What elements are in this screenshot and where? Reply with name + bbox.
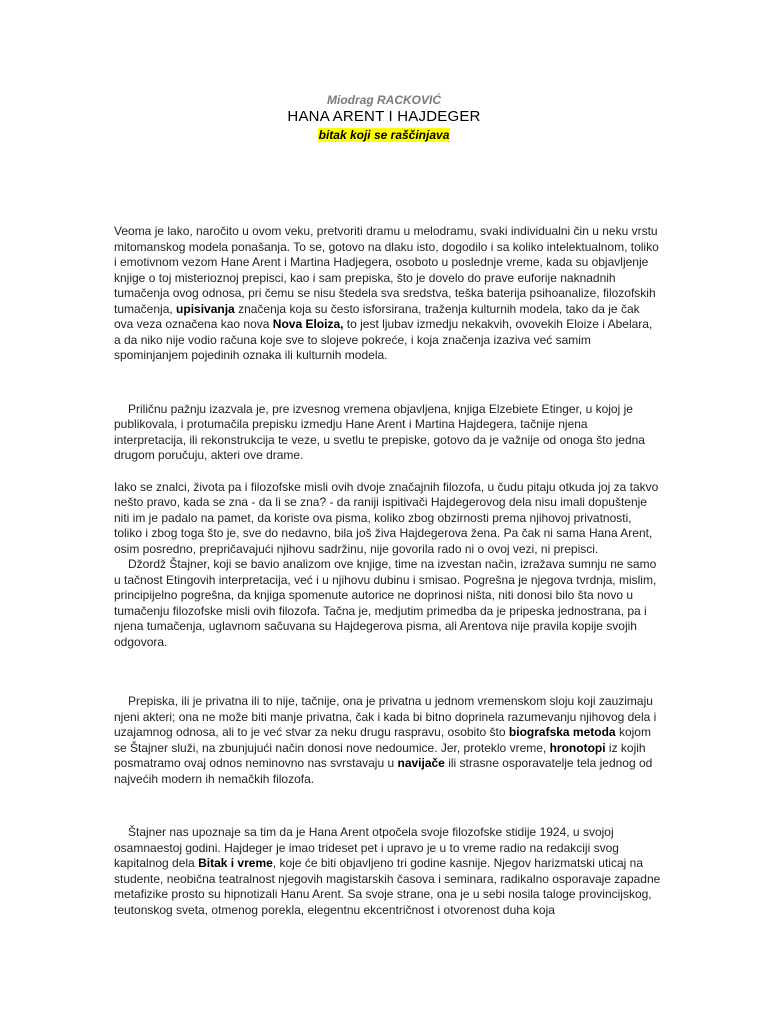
paragraph-spacer <box>114 650 662 694</box>
paragraph-intro <box>114 224 662 364</box>
text-run: kojom se Štajner služi, na zbunjujući način donosi nove nedoumice. Jer, proteklo vreme, <box>114 725 651 755</box>
bold-term-navijace: navijače <box>397 756 445 770</box>
bold-term-hronotopi: hronotopi <box>549 740 606 755</box>
paragraph-znalci: Iako se znalci, života pa i filozofske misli ovih dvoje značajnih filozofa, u čudu pitaju otkuda joj za takvo nešto pravo, kada se zna - da li se zna? - da raniji ispitivači Hajdegerovog dela nisu imali dopuštenje niti im je padalo na pamet, da koriste ova pisma, koliko zbog obzirnosti prema njihovoj privatnosti, toliko i zbog toga što je, sve do nedavno, bila još živa Hajdegerova žena. Pa čak ni sama Hana Arent, osim posredno, prepričavajući njihovu sadržinu, nije govorila rado ni o ovoj vezi, ni prepisci. <box>114 479 659 556</box>
text-run: , koje će biti objavljeno tri godine kasnije. Njegov harizmatski uticaj na studente, neobična teatralnost njegovih magistarskih časova i seminara, radikalno osporavaje zapadne metafizike prosto su hipnotizali Hanu Arent. Sa svoje strane, ona je u sebi nosila taloge provincijskog, teutonskog sveta, otmenog porekla, elegentnu ekcentričnost i otvorenost duha koja <box>114 856 661 917</box>
text-run: Štajner nas upoznaje sa tim da je Hana Arent otpočela svoje filozofske stidije 1924, u svojoj osamnaestoj godini. Hajdeger je imao trideset pet i upravo je u to vreme radio na redakciji svog kapitalnog dela <box>114 825 619 870</box>
article-body <box>114 224 662 918</box>
text-run: Prepiska, ili je privatna ili to nije, tačnije, ona je privatna u jednom vremenskom sloju koji zauzimaju njeni akteri; ona ne može biti manje privatna, čak i kada bi bitno doprinela razumevanju njihovog dela i uzajamnog odnosa, ali to je već stvar za neku drugu raspravu, osobito što <box>114 694 657 739</box>
text-run: to jest ljubav izmedju nekakvih, ovovekih Eloize i Abelara, a da niko nije vodio računa koje sve to slojeve pokreće, i koja značenja izaziva već samim spominjanjem pojedinih oznaka ili kulturnih modela. <box>114 317 653 362</box>
text-run: značenja koja su često isforsirana, traženja kulturnih modela, tako da je čak ova veza označena kao nova <box>114 301 640 331</box>
article-header <box>0 92 768 143</box>
text-run: Veoma je lako, naročito u ovom veku, pretvoriti dramu u melodramu, svaki individualni čin u neku vrstu mitomanskog modela ponašanja. To se, gotovo na dlaku isto, dogodilo i sa koliko intelektualnom, toliko i emotivnom vezom Hane Arent i Martina Hadjegera, osoboto u poslednje vreme, kada su objavljenje knjige o toj misterioznoj prepisci, kao i sam prepiska, što je dovelo do prave euforije naknadnih tumačenja ovog odnosa, pri čemu se nisu štedela sva sredstva, teška baterija psihoanalize, filozofskih tumačenja, <box>114 224 659 316</box>
text-run: ili strasne osporavatelje tela jednog od najvećih modern ih nemačkih filozofa. <box>114 756 653 786</box>
bold-term-nova-eloiza: Nova Eloiza, <box>272 317 344 331</box>
paragraph-prepiska <box>114 694 662 787</box>
subtitle-line <box>0 127 768 143</box>
bold-term-biografska-metoda: biografska metoda <box>508 725 616 739</box>
paragraph-spacer <box>114 364 662 402</box>
article-title: HANA ARENT I HAJDEGER <box>287 108 481 125</box>
paragraph-stajner: Džordž Štajner, koji se bavio analizom ove knjige, time na izvestan način, izražava sumnju ne samo u tačnost Etingovih interpretacija, već i u njihovu dubinu i smisao. Pogrešna je njegova tvrdnja, mislim, principijelno pogrešna, da knjiga spomenute autorice ne doprinosi ništa, niti donosi bilo šta novo u tumačenju filozofske misli ovih filozofa. Tačna je, medjutim primedba da je pripeska jednostrana, pa i njena tumačenja, uglavnom sačuvana su Hajdegerova pisma, ali Arentova nije pravila kopije svojih odgovora. <box>114 557 657 649</box>
paragraph-etinger: Priličnu pažnju izazvala je, pre izvesnog vremena objavljena, knjiga Elzebiete Etinger, u kojoj je publikovala, i protumačila prepisku izmedju Hane Arent i Martina Hajdegera, tačnije njena interpretacija, ili rekonstrukcija te veze, u svetlu te prepiske, gotovo da je važnije od onoga što jedna drugom poručuju, akteri ove drame. <box>114 401 645 462</box>
author-name: Miodrag RACKOVIĆ <box>327 93 441 107</box>
bold-term-bitak-i-vreme: Bitak i vreme <box>198 856 273 870</box>
paragraph-spacer <box>114 464 662 480</box>
text-run: iz kojih posmatramo ovaj odnos neminovno nas svrstavaju u <box>114 740 646 770</box>
paragraph-bitak-i-vreme <box>114 825 662 918</box>
paragraph-spacer <box>114 787 662 825</box>
bold-term-upisivanja: upisivanja <box>176 301 235 316</box>
article-subtitle-highlighted: bitak koji se raščinjava <box>318 128 450 142</box>
